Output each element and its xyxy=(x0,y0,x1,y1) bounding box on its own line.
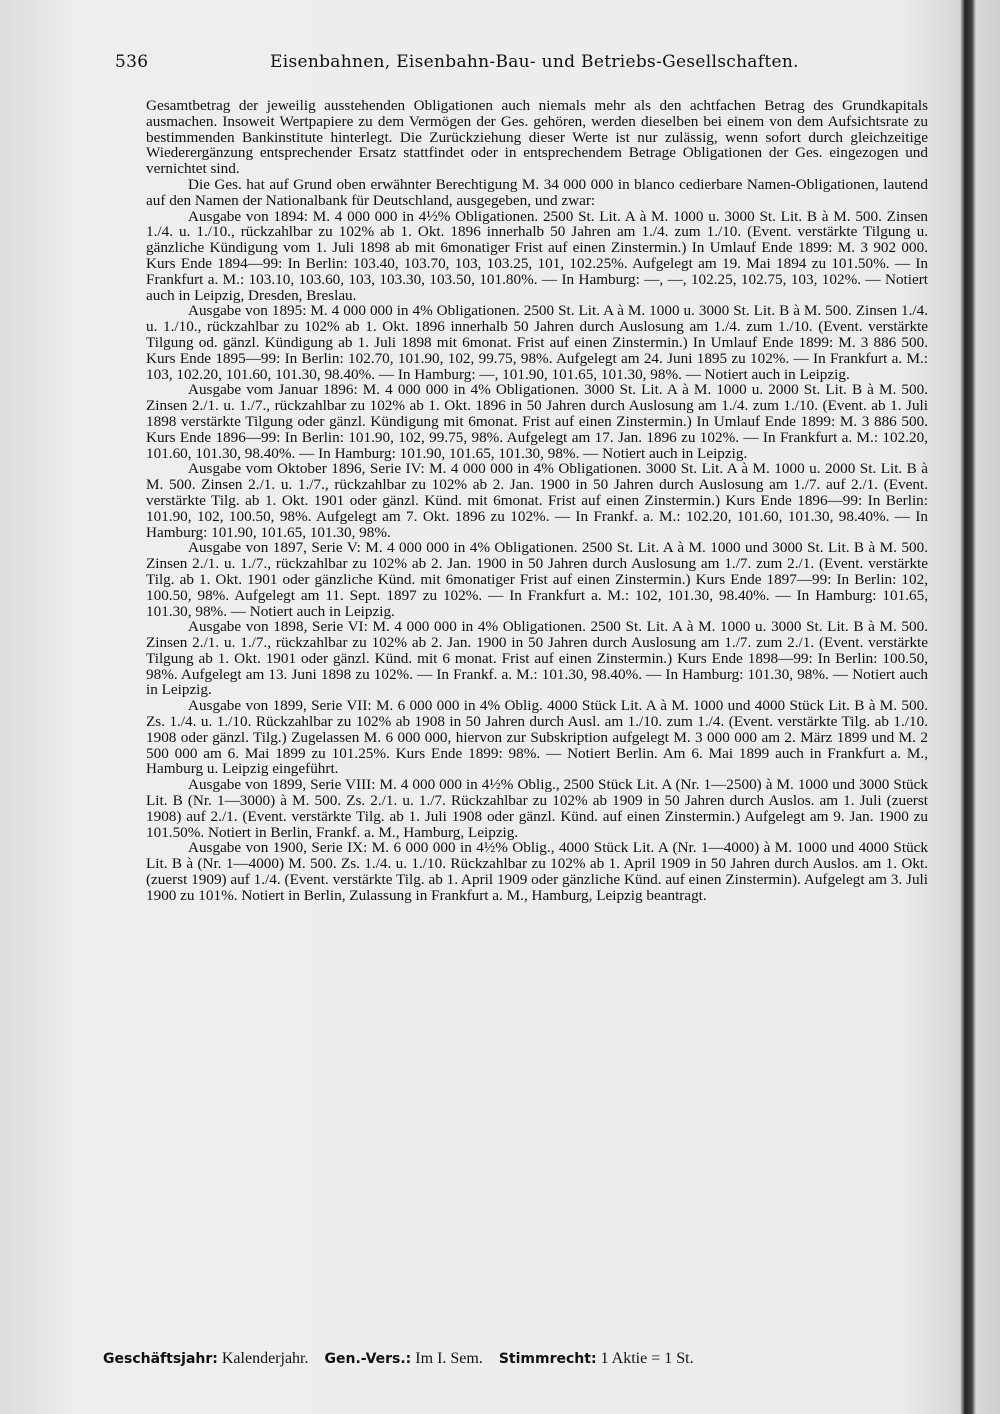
running-title: Eisenbahnen, Eisenbahn-Bau- und Betriebs-Gesellschaften. xyxy=(270,52,799,72)
fiscal-year-label: Geschäftsjahr: xyxy=(103,1351,218,1367)
paragraph-issue-oct-1896: Ausgabe vom Oktober 1896, Serie IV: M. 4 000 000 in 4% Obligationen. 3000 St. Lit. A à M. 1000 u. 2000 St. Lit. B à M. 500. Zinsen 2./1. u. 1./7., rückzahlbar zu 102% ab 2. Jan. 1900 in 50 Jahren durch Auslosung am 1./7. auf 2./1. (Event. verstärkte Tilg. ab 1. Okt. 1901 oder gänzl. Künd. mit 6monat. Frist auf einen Zinstermin.) Kurs Ende 1896—99: In Berlin: 101.90, 102, 100.50, 98%. Aufgelegt am 7. Okt. 1896 zu 102%. — In Frankf. a. M.: 102.20, 101.60, 101.30, 98.40%. — In Hamburg: 101.90, 101.65, 101.30, 98%. xyxy=(146,460,928,541)
paragraph-issue-1894: Ausgabe von 1894: M. 4 000 000 in 4½% Obligationen. 2500 St. Lit. A à M. 1000 u. 3000 St. Lit. B à M. 500. Zinsen 1./4. u. 1./10., rückzahlbar zu 102% ab 1. Okt. 1896 innerhalb 50 Jahren am 1./4. zum 1./10. (Event. verstärkte Tilgung u. gänzliche Kündigung vom 1. Juli 1898 ab mit 6monatiger Frist auf einen Zinstermin.) In Umlauf Ende 1899: M. 3 902 000. Kurs Ende 1894—99: In Berlin: 103.40, 103.70, 103, 103.25, 101, 102.25%. Aufgelegt am 19. Mai 1894 zu 101.50%. — In Frankfurt a. M.: 103.10, 103.60, 103, 103.30, 103.50, 101.80%. — In Hamburg: —, —, 102.25, 102.75, 103, 102%. — Notiert auch in Leipzig, Dresden, Breslau. xyxy=(146,207,928,304)
general-assembly-label: Gen.-Vers.: xyxy=(324,1351,412,1367)
paragraph-obligations: Die Ges. hat auf Grund oben erwähnter Berechtigung M. 34 000 000 in blanco cedierbare Namen-Obligationen, lautend auf den Namen der Nationalbank für Deutschland, ausgegeben, und zwar: xyxy=(146,175,928,209)
main-text xyxy=(146,98,928,904)
paragraph-issue-jan-1896: Ausgabe vom Januar 1896: M. 4 000 000 in 4% Obligationen. 3000 St. Lit. A à M. 1000 u. 2000 St. Lit. B à M. 500. Zinsen 2./1. u. 1./7., rückzahlbar zu 102% ab 1. Okt. 1896 in 50 Jahren durch Auslosung am 1./4. zum 1./10. (Event. ab 1. Juli 1898 verstärkte Tilgung oder gänzl. Kündigung mit 6monat. Frist auf einen Zinstermin.) In Umlauf Ende 1899: M. 3 886 500. Kurs Ende 1896—99: In Berlin: 101.90, 102, 99.75, 98%. Aufgelegt am 17. Jan. 1896 zu 102%. — In Frankfurt a. M.: 102.20, 101.60, 101.30, 98.40%. — In Hamburg: 101.90, 101.65, 101.30, 98%. — Notiert auch in Leipzig. xyxy=(146,381,928,462)
paragraph-issue-1898: Ausgabe von 1898, Serie VI: M. 4 000 000 in 4% Obligationen. 2500 St. Lit. A à M. 1000 u. 3000 St. Lit. B à M. 500. Zinsen 2./1. u. 1./7., rückzahlbar zu 102% ab 2. Jan. 1900 in 50 Jahren durch Auslosung am 1./7. zum 2./1. (Event. verstärkte Tilgung ab 1. Okt. 1901 oder gänzl. Künd. mit 6 monat. Frist auf einen Zinstermin.) Kurs Ende 1898—99: In Berlin: 100.50, 98%. Aufgelegt am 13. Juni 1898 zu 102%. — In Frankf. a. M.: 101.30, 98.40%. — In Hamburg: 101.30, 98%. — Notiert auch in Leipzig. xyxy=(146,618,928,699)
paragraph-intro: Gesamtbetrag der jeweilig ausstehenden Obligationen auch niemals mehr als den achtfachen Betrag des Grundkapitals ausmachen. Insoweit Wertpapiere zu dem Vermögen der Ges. gehören, werden dieselben bei einem von dem Aufsichtsrate zu bestimmenden Bankinstitute hinterlegt. Die Zurückziehung dieser Werte ist nur zulässig, wenn sofort durch gleichzeitige Wiederergänzung entsprechender Ersatz stattfindet oder in entsprechendem Betrage Obligationen der Ges. eingezogen und vernichtet sind. xyxy=(146,97,928,178)
voting-right-value: 1 Aktie = 1 St. xyxy=(600,1350,694,1367)
company-meta-line xyxy=(103,1350,923,1368)
voting-right-label: Stimmrecht: xyxy=(498,1351,597,1367)
paragraph-issue-1900: Ausgabe von 1900, Serie IX: M. 6 000 000 in 4½% Oblig., 4000 Stück Lit. A (Nr. 1—4000) à M. 1000 und 4000 Stück Lit. B à (Nr. 1—4000) M. 500. Zs. 1./4. u. 1./10. Rückzahlbar zu 102% ab 1. April 1909 in 50 Jahren durch Auslos. am 1. Okt. (zuerst 1909) auf 1./4. (Event. verstärkte Tilg. ab 1. April 1909 oder gänzliche Künd. auf einen Zinstermin). Aufgelegt am 3. Juli 1900 zu 101%. Notiert in Berlin, Zulassung in Frankfurt a. M., Hamburg, Leipzig beantragt. xyxy=(146,839,928,904)
page-number: 536 xyxy=(115,52,149,72)
paragraph-issue-1899-vii: Ausgabe von 1899, Serie VII: M. 6 000 000 in 4% Oblig. 4000 Stück Lit. A à M. 1000 und 4000 Stück Lit. B à M. 500. Zs. 1./4. u. 1./10. Rückzahlbar zu 102% ab 1908 in 50 Jahren durch Ausl. am 1./10. zum 1./4. (Event. verstärkte Tilg. ab 1./10. 1908 oder gänzl. Tilg.) Zugelassen M. 6 000 000, hiervon zur Subskription aufgelegt M. 3 000 000 am 2. März 1899 und M. 2 500 000 am 6. Mai 1899 zu 101.25%. Kurs Ende 1899: 98%. — Notiert Berlin. Am 6. Mai 1899 auch in Frankfurt a. M., Hamburg u. Leipzig eingeführt. xyxy=(146,697,928,778)
paragraph-issue-1895: Ausgabe von 1895: M. 4 000 000 in 4% Obligationen. 2500 St. Lit. A à M. 1000 u. 3000 St. Lit. B à M. 500. Zinsen 1./4. u. 1./10., rückzahlbar zu 102% ab 1. Okt. 1896 innerhalb 50 Jahren durch Auslosung am 1./4. zum 1./10. (Event. verstärkte Tilgung od. gänzl. Kündigung ab 1. Juli 1898 mit 6monat. Frist auf einen Zinstermin.) In Umlauf Ende 1899: M. 3 886 500. Kurs Ende 1895—99: In Berlin: 102.70, 101.90, 102, 99.75, 98%. Aufgelegt am 24. Juni 1895 zu 102%. — In Frankfurt a. M.: 103, 102.20, 101.60, 101.30, 98.40%. — In Hamburg: —, 101.90, 101.65, 101.30, 98%. — Notiert auch in Leipzig. xyxy=(146,302,928,383)
fiscal-year-value: Kalenderjahr. xyxy=(221,1350,309,1367)
paragraph-issue-1899-viii: Ausgabe von 1899, Serie VIII: M. 4 000 000 in 4½% Oblig., 2500 Stück Lit. A (Nr. 1—2500) à M. 1000 und 3000 Stück Lit. B (Nr. 1—3000) à M. 500. Zs. 2./1. u. 1./7. Rückzahlbar zu 102% ab 1909 in 50 Jahren durch Auslos. am 1. Juli (zuerst 1908) auf 2./1. (Event. verstärkte Tilg. ab 1. Juli 1908 oder gänzl. Künd. auf einen Zinstermin.) Aufgelegt am 9. Jan. 1900 zu 101.50%. Notiert in Berlin, Frankf. a. M., Hamburg, Leipzig. xyxy=(146,776,928,841)
general-assembly-value: Im I. Sem. xyxy=(415,1350,483,1367)
paragraph-issue-1897: Ausgabe von 1897, Serie V: M. 4 000 000 in 4% Obligationen. 2500 St. Lit. A à M. 1000 und 3000 St. Lit. B à M. 500. Zinsen 2./1. u. 1./7., rückzahlbar zu 102% ab 2. Jan. 1900 in 50 Jahren durch Auslosung am 1./7. zum 2./1. (Event. verstärkte Tilg. ab 1. Okt. 1901 oder gänzliche Künd. mit 6monatiger Frist auf einen Zinstermin.) Kurs Ende 1897—99: In Berlin: 102, 100.50, 98%. Aufgelegt am 11. Sept. 1897 zu 102%. — In Frankfurt a. M.: 102, 101.30, 98.40%. — In Hamburg: 101.65, 101.30, 98%. — Notiert auch in Leipzig. xyxy=(146,539,928,620)
